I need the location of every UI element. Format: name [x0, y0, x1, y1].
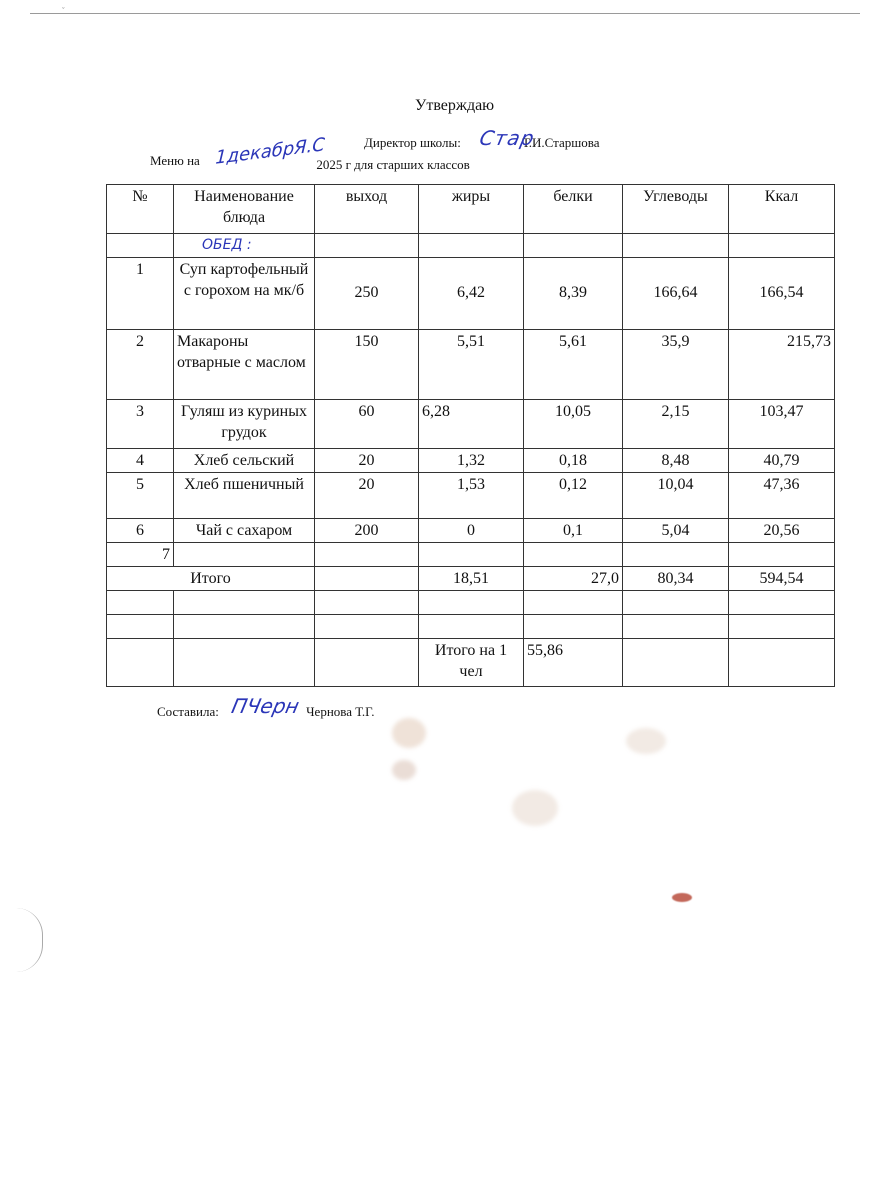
table-cell: [315, 567, 419, 591]
row-kcal: 47,36: [729, 473, 835, 519]
table-cell: [524, 543, 623, 567]
row-carbs: 10,04: [623, 473, 729, 519]
table-cell: [623, 543, 729, 567]
paper-stain: [626, 728, 666, 754]
table-cell: [729, 591, 835, 615]
table-cell: [174, 639, 315, 687]
director-label: Директор школы:: [364, 135, 461, 150]
menu-prefix: Меню на: [150, 153, 200, 168]
header-cell: белки: [524, 185, 623, 234]
table-cell: [623, 591, 729, 615]
row-num: 4: [107, 449, 174, 473]
table-cell: [315, 615, 419, 639]
row-num: 6: [107, 519, 174, 543]
table-row: [107, 449, 835, 473]
row-num: 5: [107, 473, 174, 519]
table-cell: [107, 615, 174, 639]
row-carbs: 35,9: [623, 330, 729, 400]
table-cell: [174, 543, 315, 567]
row-fat: 1,53: [419, 473, 524, 519]
row-name: Хлеб пшеничный: [174, 473, 315, 519]
row-carbs: 8,48: [623, 449, 729, 473]
row-fat: 6,28: [419, 400, 524, 449]
per-person-row: [107, 639, 835, 687]
row-out: 60: [315, 400, 419, 449]
header-cell: Наименование блюда: [174, 185, 315, 234]
row-num: 3: [107, 400, 174, 449]
director-signature: Стар: [477, 126, 538, 150]
table-cell: [107, 639, 174, 687]
section-label: ОБЕД :: [174, 234, 315, 258]
table-cell: [623, 234, 729, 258]
row-num: 1: [107, 258, 174, 330]
table-cell: [107, 591, 174, 615]
row-num: 2: [107, 330, 174, 400]
table-cell: [729, 615, 835, 639]
table-row: [107, 258, 835, 330]
table-cell: [174, 615, 315, 639]
total-row: [107, 567, 835, 591]
row-kcal: 103,47: [729, 400, 835, 449]
paper-stain: [672, 893, 692, 902]
row-carbs: 5,04: [623, 519, 729, 543]
table-cell: [524, 234, 623, 258]
row-protein: 5,61: [524, 330, 623, 400]
table-row: [107, 473, 835, 519]
header-cell: Углеводы: [623, 185, 729, 234]
row-carbs: 166,64: [623, 258, 729, 330]
row-protein: 0,18: [524, 449, 623, 473]
menu-suffix: 2025 г для старших классов: [316, 157, 470, 172]
table-cell: [419, 234, 524, 258]
table-cell: [315, 639, 419, 687]
row-out: 150: [315, 330, 419, 400]
row-kcal: 215,73: [729, 330, 835, 400]
menu-line: [150, 153, 550, 172]
table-row: [107, 519, 835, 543]
row-fat: 5,51: [419, 330, 524, 400]
row-name: Макароны отварные с маслом: [174, 330, 315, 400]
compiled-label: Составила:: [157, 704, 219, 719]
row-protein: 0,12: [524, 473, 623, 519]
scan-mark: ˇ: [62, 6, 65, 15]
table-header-row: [107, 185, 835, 234]
row-name: Хлеб сельский: [174, 449, 315, 473]
table-cell: [729, 543, 835, 567]
total-kcal: 594,54: [729, 567, 835, 591]
table-cell: [315, 234, 419, 258]
row-name: Чай с сахаром: [174, 519, 315, 543]
row-protein: 0,1: [524, 519, 623, 543]
table-cell: [315, 591, 419, 615]
header-cell: №: [107, 185, 174, 234]
row-name: Суп картофельный с горохом на мк/б: [174, 258, 315, 330]
table-cell: [524, 615, 623, 639]
row-out: 20: [315, 473, 419, 519]
table-cell: [623, 615, 729, 639]
row-fat: 1,32: [419, 449, 524, 473]
row-out: 250: [315, 258, 419, 330]
row-fat: 6,42: [419, 258, 524, 330]
table-cell: [107, 234, 174, 258]
section-row: [107, 234, 835, 258]
row-num: 7: [107, 543, 174, 567]
scan-edge-line: [30, 13, 860, 14]
total-label: Итого: [107, 567, 315, 591]
row-carbs: 2,15: [623, 400, 729, 449]
empty-row: [107, 591, 835, 615]
table-cell: [623, 639, 729, 687]
menu-table: [106, 184, 835, 687]
row-kcal: 166,54: [729, 258, 835, 330]
row-kcal: 20,56: [729, 519, 835, 543]
compiled-signature: ПЧерн: [229, 694, 302, 718]
table-cell: [315, 543, 419, 567]
row-out: 200: [315, 519, 419, 543]
table-cell: [729, 234, 835, 258]
header-cell: выход: [315, 185, 419, 234]
row-kcal: 40,79: [729, 449, 835, 473]
director-name: Т.И.Старшова: [522, 135, 600, 150]
table-row: [107, 543, 835, 567]
header-cell: жиры: [419, 185, 524, 234]
table-cell: [419, 543, 524, 567]
empty-row: [107, 615, 835, 639]
per-person-value: 55,86: [524, 639, 623, 687]
paper-stain: [392, 718, 426, 748]
table-cell: [524, 591, 623, 615]
row-protein: 8,39: [524, 258, 623, 330]
paper-crease: [16, 908, 43, 972]
approve-heading: Утверждаю: [415, 97, 495, 114]
table-cell: [174, 591, 315, 615]
table-cell: [729, 639, 835, 687]
table-cell: [419, 591, 524, 615]
table-row: [107, 330, 835, 400]
row-protein: 10,05: [524, 400, 623, 449]
row-out: 20: [315, 449, 419, 473]
table-row: [107, 400, 835, 449]
total-protein: 27,0: [524, 567, 623, 591]
table-cell: [419, 615, 524, 639]
total-fat: 18,51: [419, 567, 524, 591]
per-person-label: Итого на 1 чел: [419, 639, 524, 687]
paper-stain: [392, 760, 416, 780]
header-cell: Ккал: [729, 185, 835, 234]
row-name: Гуляш из куриных грудок: [174, 400, 315, 449]
total-carbs: 80,34: [623, 567, 729, 591]
menu-date-handwritten: 1декабрЯ.С: [214, 134, 326, 169]
paper-stain: [512, 790, 558, 826]
compiled-name: Чернова Т.Г.: [306, 704, 375, 719]
row-fat: 0: [419, 519, 524, 543]
